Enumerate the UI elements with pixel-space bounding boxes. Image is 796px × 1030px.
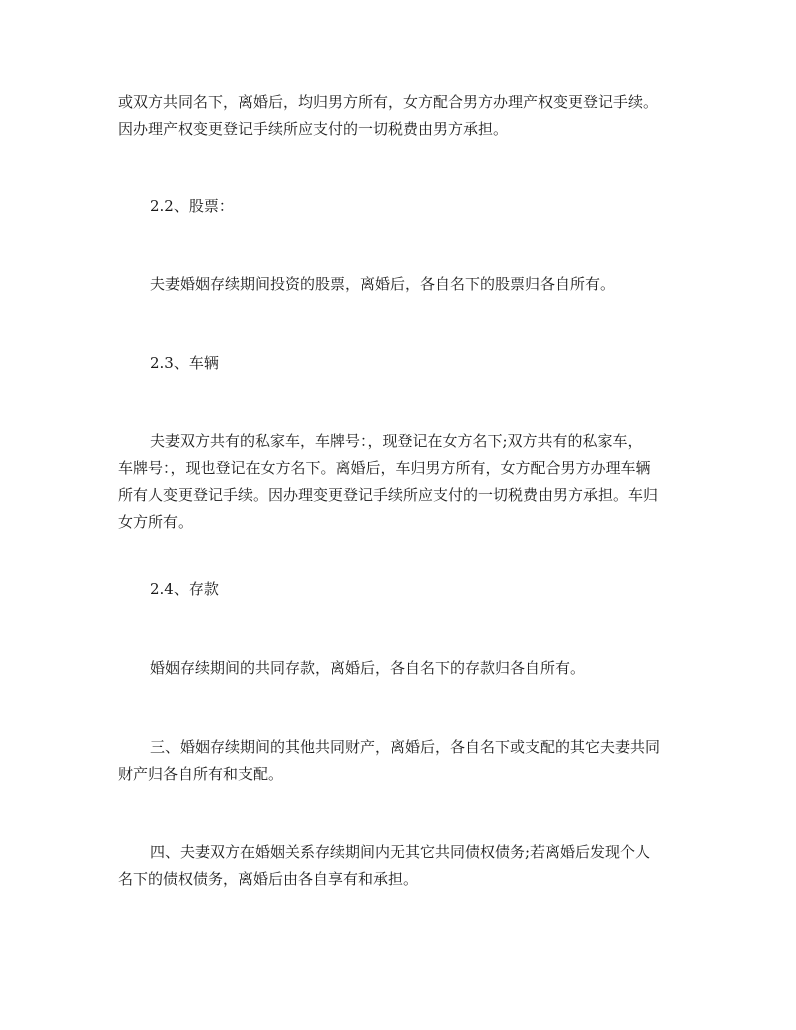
section-heading-stocks: 2.2、股票：: [150, 197, 234, 215]
text-line: 四、夫妻双方在婚姻关系存续期间内无其它共同债权债务;若离婚后发现个人: [150, 843, 651, 861]
text-line: 财产归各自所有和支配。: [118, 765, 284, 783]
text-line: 三、婚姻存续期间的其他共同财产，离婚后，各自名下或支配的其它夫妻共同: [150, 738, 661, 756]
paragraph-stocks: 夫妻婚姻存续期间投资的股票，离婚后，各自名下的股票归各自所有。: [150, 275, 616, 293]
section-heading-vehicles: 2.3、车辆: [150, 354, 219, 372]
text-line: 所有人变更登记手续。因办理变更登记手续所应支付的一切税费由男方承担。车归: [118, 486, 659, 504]
text-line: 车牌号：，现也登记在女方名下。离婚后，车归男方所有，女方配合男方办理车辆: [118, 459, 651, 477]
paragraph-deposits: 婚姻存续期间的共同存款，离婚后，各自名下的存款归各自所有。: [150, 659, 586, 677]
text-line: 或双方共同名下，离婚后，均归男方所有，女方配合男方办理产权变更登记手续。: [118, 93, 659, 111]
paragraph-section-three: [118, 734, 690, 788]
text-line: 夫妻双方共有的私家车，车牌号：，现登记在女方名下;双方共有的私家车，: [150, 432, 643, 450]
section-heading-deposits: 2.4、存款: [150, 580, 219, 598]
text-line: 名下的债权债务，离婚后由各自享有和承担。: [118, 870, 419, 888]
text-line: 因办理产权变更登记手续所应支付的一切税费由男方承担。: [118, 120, 509, 138]
text-line: 女方所有。: [118, 513, 194, 531]
paragraph-property-continuation: [118, 89, 690, 143]
paragraph-vehicles: [118, 428, 690, 536]
paragraph-section-four: [118, 839, 690, 893]
